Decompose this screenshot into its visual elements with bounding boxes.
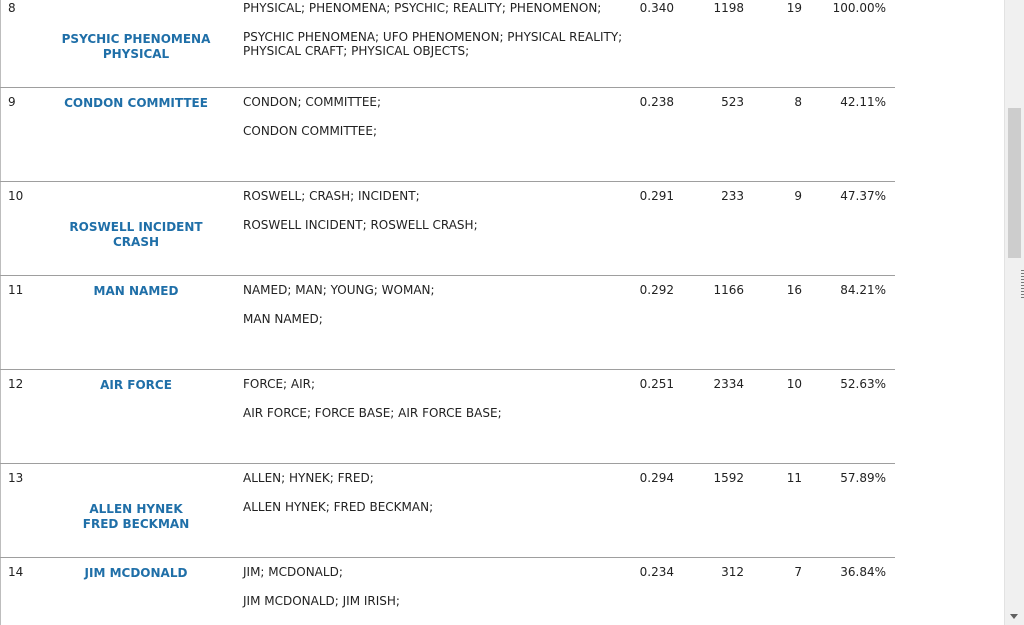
topic-name-line: PHYSICAL — [102, 47, 170, 61]
count-value: 7 — [794, 565, 802, 579]
frequency-value: 1198 — [713, 1, 744, 15]
score-value: 0.234 — [639, 565, 674, 579]
frequency-value: 312 — [721, 565, 744, 579]
topic-name-line: CONDON COMMITTEE — [64, 96, 208, 110]
count-value: 19 — [786, 1, 802, 15]
count-value: 10 — [786, 377, 802, 391]
topic-name-line: CRASH — [112, 235, 160, 249]
vertical-scrollbar[interactable] — [1004, 0, 1024, 625]
topic-name-link[interactable] — [40, 566, 232, 581]
topic-name-line: MAN NAMED — [93, 284, 179, 298]
percent-value: 42.11% — [840, 95, 886, 109]
percent-value: 100.00% — [832, 1, 886, 15]
scrollbar-thumb[interactable] — [1008, 108, 1021, 258]
table-row[interactable] — [0, 370, 895, 464]
topic-name-link[interactable] — [40, 378, 232, 393]
table-row[interactable] — [0, 88, 895, 182]
table-row[interactable] — [0, 276, 895, 370]
keyword-list: ROSWELL; CRASH; INCIDENT; — [243, 189, 420, 203]
percent-value: 52.63% — [840, 377, 886, 391]
row-number: 14 — [8, 565, 24, 579]
topic-name-line: AIR FORCE — [100, 378, 172, 392]
chevron-down-icon[interactable] — [1010, 614, 1018, 619]
topic-name-link[interactable] — [40, 220, 232, 250]
score-value: 0.291 — [639, 189, 674, 203]
topic-name-line: JIM MCDONALD — [84, 566, 188, 580]
row-number: 9 — [8, 95, 16, 109]
count-value: 8 — [794, 95, 802, 109]
frequency-value: 1166 — [713, 283, 744, 297]
count-value: 16 — [786, 283, 802, 297]
row-number: 11 — [8, 283, 24, 297]
keyword-list: CONDON; COMMITTEE; — [243, 95, 382, 109]
score-value: 0.251 — [639, 377, 674, 391]
keyword-list: FORCE; AIR; — [243, 377, 316, 391]
topic-name-link[interactable] — [40, 96, 232, 111]
keyword-list: JIM; MCDONALD; — [243, 565, 343, 579]
topic-name-link[interactable] — [40, 502, 232, 532]
count-value: 11 — [786, 471, 802, 485]
score-value: 0.238 — [639, 95, 674, 109]
phrase-list: ROSWELL INCIDENT; ROSWELL CRASH; — [243, 218, 478, 232]
topic-name-link[interactable] — [40, 32, 232, 62]
score-value: 0.292 — [639, 283, 674, 297]
keyword-list: NAMED; MAN; YOUNG; WOMAN; — [243, 283, 435, 297]
score-value: 0.294 — [639, 471, 674, 485]
percent-value: 57.89% — [840, 471, 886, 485]
keyword-list: PHYSICAL; PHENOMENA; PSYCHIC; REALITY; PHENOMENON; — [243, 1, 602, 15]
table-row[interactable] — [0, 558, 895, 625]
phrase-list: MAN NAMED; — [243, 312, 323, 326]
row-number: 10 — [8, 189, 24, 203]
table-row[interactable] — [0, 182, 895, 276]
table-row[interactable] — [0, 0, 895, 88]
row-number: 13 — [8, 471, 24, 485]
frequency-value: 1592 — [713, 471, 744, 485]
count-value: 9 — [794, 189, 802, 203]
phrase-list: PSYCHIC PHENOMENA; UFO PHENOMENON; PHYSICAL REALITY; PHYSICAL CRAFT; PHYSICAL OBJECTS; — [243, 30, 623, 58]
percent-value: 84.21% — [840, 283, 886, 297]
frequency-value: 233 — [721, 189, 744, 203]
table-row[interactable] — [0, 464, 895, 558]
topic-name-line: FRED BECKMAN — [82, 517, 190, 531]
percent-value: 47.37% — [840, 189, 886, 203]
phrase-list: ALLEN HYNEK; FRED BECKMAN; — [243, 500, 434, 514]
percent-value: 36.84% — [840, 565, 886, 579]
topic-name-line: PSYCHIC PHENOMENA — [61, 32, 211, 46]
frequency-value: 2334 — [713, 377, 744, 391]
phrase-list: JIM MCDONALD; JIM IRISH; — [243, 594, 400, 608]
topic-name-line: ALLEN HYNEK — [89, 502, 183, 516]
row-number: 12 — [8, 377, 24, 391]
topic-name-line: ROSWELL INCIDENT — [69, 220, 203, 234]
keyword-list: ALLEN; HYNEK; FRED; — [243, 471, 374, 485]
row-number: 8 — [8, 1, 16, 15]
phrase-list: AIR FORCE; FORCE BASE; AIR FORCE BASE; — [243, 406, 502, 420]
frequency-value: 523 — [721, 95, 744, 109]
phrase-list: CONDON COMMITTEE; — [243, 124, 378, 138]
topic-name-link[interactable] — [40, 284, 232, 299]
score-value: 0.340 — [639, 1, 674, 15]
